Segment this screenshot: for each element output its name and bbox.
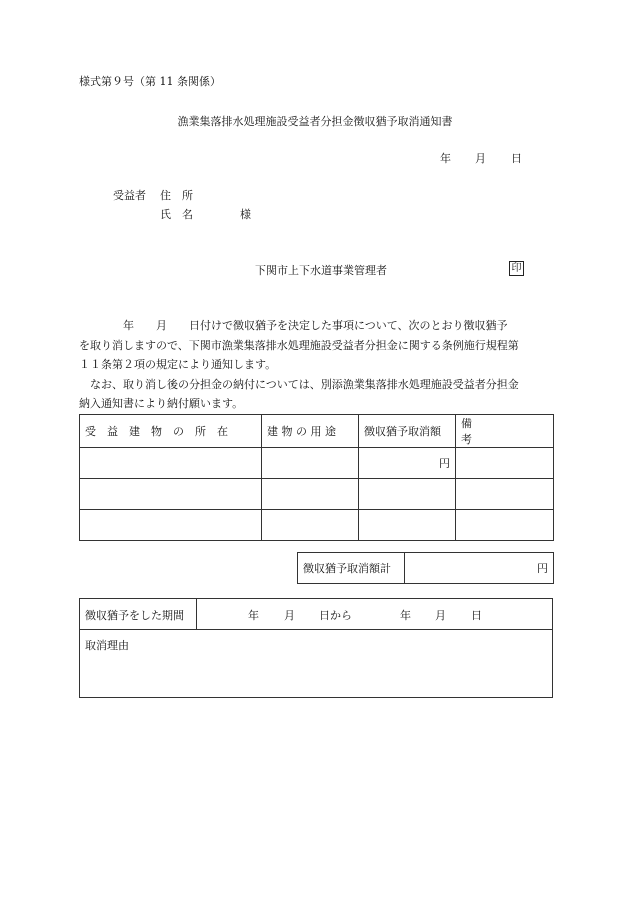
recipient-role: 受益者 [113, 189, 146, 202]
body-line-3: １１条第２項の規定により通知します。 [79, 358, 277, 371]
cell-amount[interactable] [359, 448, 456, 479]
period-to-year: 年 [400, 609, 411, 622]
period-label-divider [196, 598, 197, 630]
table-row [80, 479, 554, 510]
cell-remarks[interactable] [456, 510, 554, 541]
form-number: 様式第９号（第 11 条関係） [79, 75, 221, 88]
header-usage: 建 物 の 用 途 [262, 415, 359, 448]
body-line-4: なお、取り消し後の分担金の納付については、別添漁業集落排水処理施設受益者分担金 [79, 377, 519, 391]
total-label: 徴収猶予取消額計 [298, 553, 405, 584]
reason-label: 取消理由 [85, 639, 129, 652]
name-label: 氏 名 [160, 208, 193, 221]
total-amount-cell[interactable] [405, 553, 554, 584]
total-unit: 円 [537, 562, 548, 575]
cell-remarks[interactable] [456, 448, 554, 479]
yen-unit: 円 [439, 457, 450, 470]
cell-location[interactable] [80, 510, 262, 541]
period-to-day: 日 [471, 609, 482, 622]
table-header-row [80, 415, 554, 448]
body-line-2: を取り消しますので、下関市漁業集落排水処理施設受益者分担金に関する条例施行規程第 [79, 338, 519, 352]
header-location: 受 益 建 物 の 所 在 [80, 415, 262, 448]
period-divider [79, 629, 553, 630]
table-row [80, 448, 554, 479]
cell-usage[interactable] [262, 448, 359, 479]
body-line-1: 年 月 日付けで徴収猶予を決定した事項について、次のとおり徴収猶予 [79, 319, 508, 332]
cell-usage[interactable] [262, 479, 359, 510]
header-amount: 徴収猶予取消額 [359, 415, 456, 448]
cell-usage[interactable] [262, 510, 359, 541]
address-label: 住 所 [160, 189, 193, 202]
period-from-day: 日から [319, 609, 352, 622]
date-month-label: 月 [475, 152, 486, 165]
page-title: 漁業集落排水処理施設受益者分担金徴収猶予取消通知書 [177, 115, 453, 128]
period-to-month: 月 [435, 609, 446, 622]
buildings-table [79, 414, 554, 541]
table-row [80, 510, 554, 541]
period-from-year: 年 [248, 609, 259, 622]
cell-remarks[interactable] [456, 479, 554, 510]
cell-amount[interactable] [359, 510, 456, 541]
seal-mark: 印 [509, 261, 524, 276]
date-year-label: 年 [440, 152, 451, 165]
cell-location[interactable] [80, 479, 262, 510]
cell-amount[interactable] [359, 479, 456, 510]
header-remarks: 備 考 [456, 415, 554, 448]
date-day-label: 日 [511, 152, 522, 165]
body-line-5: 納入通知書により納付願います。 [79, 397, 244, 410]
period-label: 徴収猶予をした期間 [85, 609, 184, 622]
period-from-month: 月 [284, 609, 295, 622]
issuer-name: 下関市上下水道事業管理者 [255, 264, 387, 277]
total-table [297, 552, 554, 584]
cell-location[interactable] [80, 448, 262, 479]
honorific: 様 [240, 208, 251, 221]
